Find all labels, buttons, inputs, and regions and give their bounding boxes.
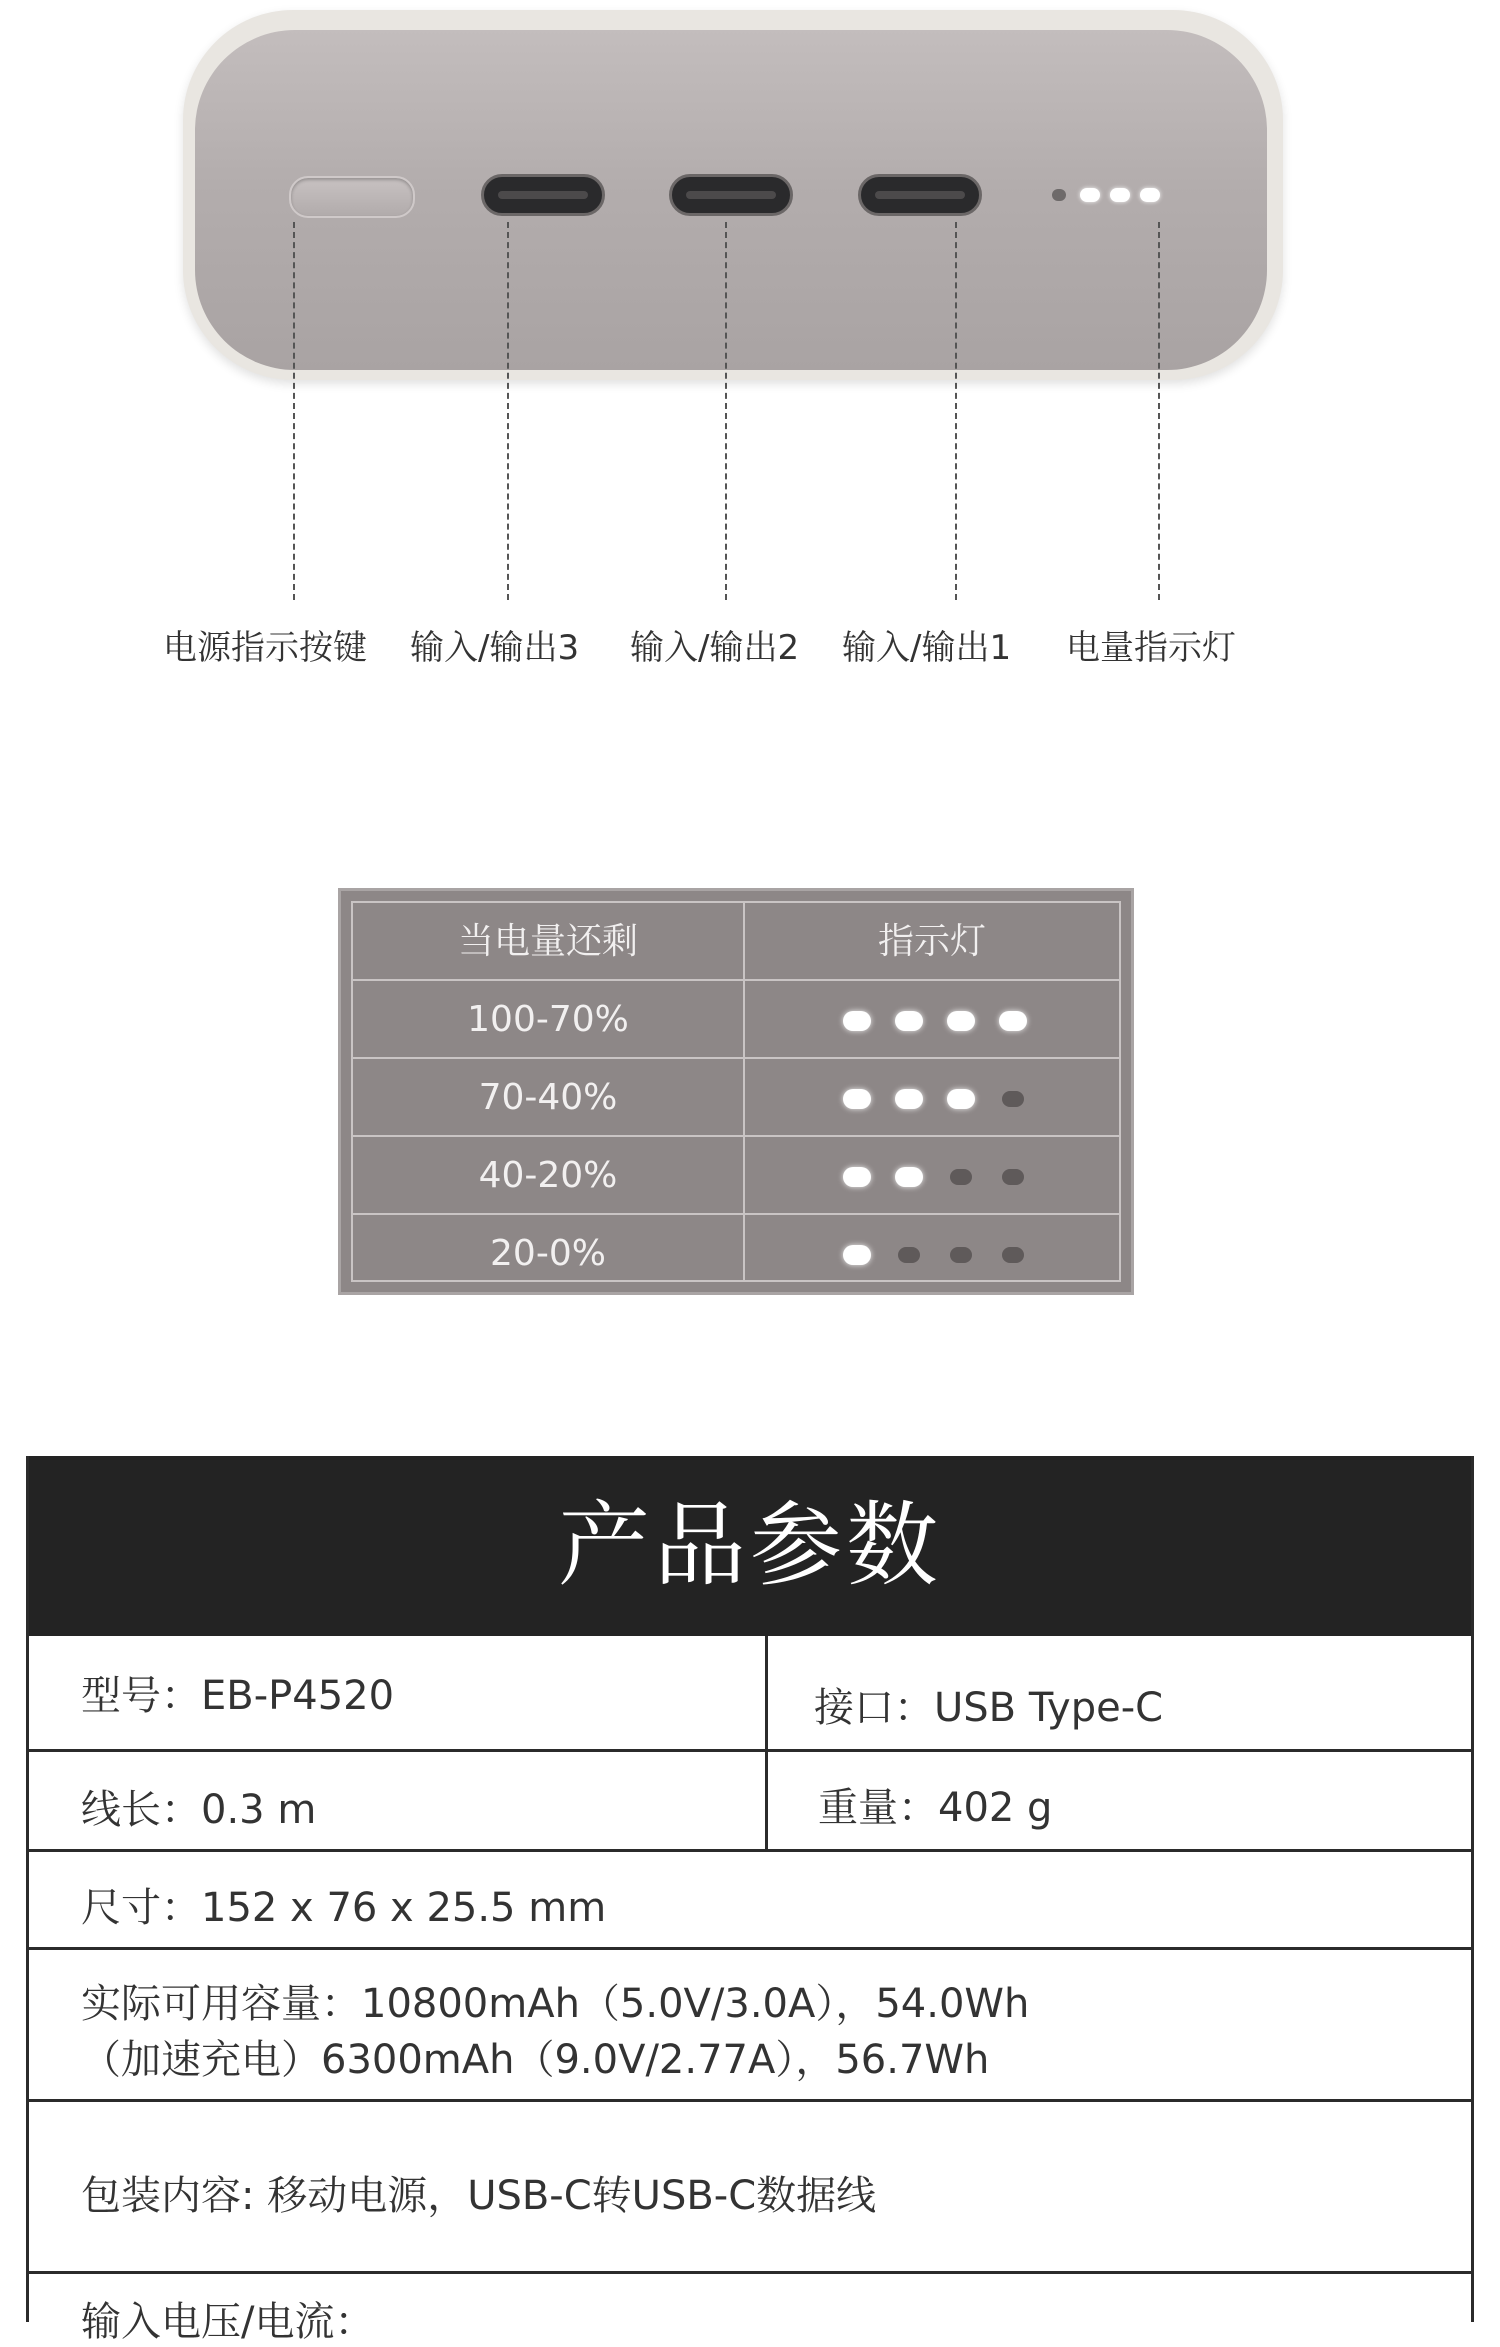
led-dot-on bbox=[843, 1011, 871, 1031]
led-dot-off bbox=[1002, 1169, 1024, 1185]
usb-c-port-3 bbox=[481, 174, 605, 216]
header-indicator: 指示灯 bbox=[877, 921, 986, 962]
charge-range: 70-40% bbox=[478, 1077, 618, 1118]
indicator-row bbox=[353, 1059, 1119, 1137]
input-text: 输入电压/电流： bbox=[81, 2299, 375, 2345]
model-text: 型号：EB-P4520 bbox=[81, 1673, 395, 1719]
spec-table bbox=[26, 1456, 1474, 2345]
callout-line-port-3 bbox=[507, 222, 509, 600]
spec-title: 产品参数 bbox=[29, 1456, 1471, 1636]
spec-row bbox=[29, 1752, 1471, 1852]
led-dots bbox=[843, 1011, 1043, 1031]
spec-row bbox=[29, 2102, 1471, 2274]
led-dot-on bbox=[947, 1011, 975, 1031]
callout-line-led bbox=[1158, 222, 1160, 600]
spec-cell-capacity bbox=[29, 1950, 1471, 2099]
size-text: 尺寸：152 x 76 x 25.5 mm bbox=[81, 1885, 607, 1931]
led-dot-on bbox=[895, 1089, 923, 1109]
usb-c-port-1 bbox=[858, 174, 982, 216]
port-text: 接口：USB Type-C bbox=[814, 1685, 1164, 1731]
capacity-line-1: 实际可用容量：10800mAh（5.0V/3.0A），54.0Wh bbox=[81, 1981, 1030, 2027]
spec-cell-size bbox=[29, 1852, 1471, 1947]
usb-c-port-2 bbox=[669, 174, 793, 216]
callout-line-power-button bbox=[293, 222, 295, 600]
led-dot-off bbox=[898, 1247, 920, 1263]
product-diagram bbox=[0, 0, 1500, 700]
callout-line-port-1 bbox=[955, 222, 957, 600]
led-light bbox=[1110, 188, 1130, 202]
led-dots bbox=[843, 1167, 1043, 1187]
led-dot-on bbox=[843, 1089, 871, 1109]
callout-labels bbox=[0, 620, 1500, 670]
led-dim bbox=[1052, 189, 1066, 201]
led-dot-off bbox=[1002, 1247, 1024, 1263]
led-dot-off bbox=[1002, 1091, 1024, 1107]
package-text: 包装内容: 移动电源，USB-C转USB-C数据线 bbox=[81, 2173, 877, 2219]
weight-text: 重量：402 g bbox=[818, 1785, 1053, 1831]
cable-text: 线长：0.3 m bbox=[81, 1787, 317, 1833]
spec-row bbox=[29, 1950, 1471, 2102]
led-dot-on bbox=[843, 1245, 871, 1265]
battery-indicator-table bbox=[338, 888, 1134, 1295]
indicator-row bbox=[353, 981, 1119, 1059]
callout-label: 输入/输出2 bbox=[630, 628, 800, 668]
spec-cell-model bbox=[29, 1636, 765, 1749]
indicator-row bbox=[353, 1215, 1119, 1293]
led-dot-off bbox=[950, 1247, 972, 1263]
spec-row bbox=[29, 1636, 1471, 1752]
callout-label: 输入/输出3 bbox=[410, 628, 580, 668]
led-light bbox=[1080, 188, 1100, 202]
indicator-row bbox=[353, 1137, 1119, 1215]
charge-range: 40-20% bbox=[478, 1155, 618, 1196]
charge-range: 100-70% bbox=[467, 999, 629, 1040]
callout-label: 输入/输出1 bbox=[842, 628, 1012, 668]
led-dot-on bbox=[895, 1167, 923, 1187]
spec-cell-port bbox=[768, 1636, 1471, 1749]
power-button bbox=[289, 176, 415, 218]
spec-cell-package bbox=[29, 2102, 1471, 2271]
indicator-table-grid bbox=[351, 901, 1121, 1282]
spec-row bbox=[29, 2274, 1471, 2345]
callout-line-port-2 bbox=[725, 222, 727, 600]
led-dot-on bbox=[843, 1167, 871, 1187]
battery-led-indicator bbox=[1052, 188, 1172, 204]
led-dots bbox=[843, 1089, 1043, 1109]
spec-cell-input bbox=[29, 2274, 1471, 2345]
led-dot-on bbox=[999, 1011, 1027, 1031]
indicator-header-row bbox=[353, 903, 1119, 981]
charge-range: 20-0% bbox=[490, 1233, 606, 1274]
callout-label: 电源指示按键 bbox=[163, 628, 367, 668]
spec-cell-cable bbox=[29, 1752, 765, 1849]
led-dot-on bbox=[947, 1089, 975, 1109]
led-dot-on bbox=[895, 1011, 923, 1031]
spec-cell-weight bbox=[768, 1752, 1471, 1849]
spec-row bbox=[29, 1852, 1471, 1950]
capacity-line-2: （加速充电）6300mAh（9.0V/2.77A），56.7Wh bbox=[81, 2037, 990, 2083]
led-dots bbox=[843, 1245, 1043, 1265]
callout-label: 电量指示灯 bbox=[1066, 628, 1236, 668]
led-dot-off bbox=[950, 1169, 972, 1185]
led-light bbox=[1140, 188, 1160, 202]
header-remaining: 当电量还剩 bbox=[457, 921, 638, 962]
